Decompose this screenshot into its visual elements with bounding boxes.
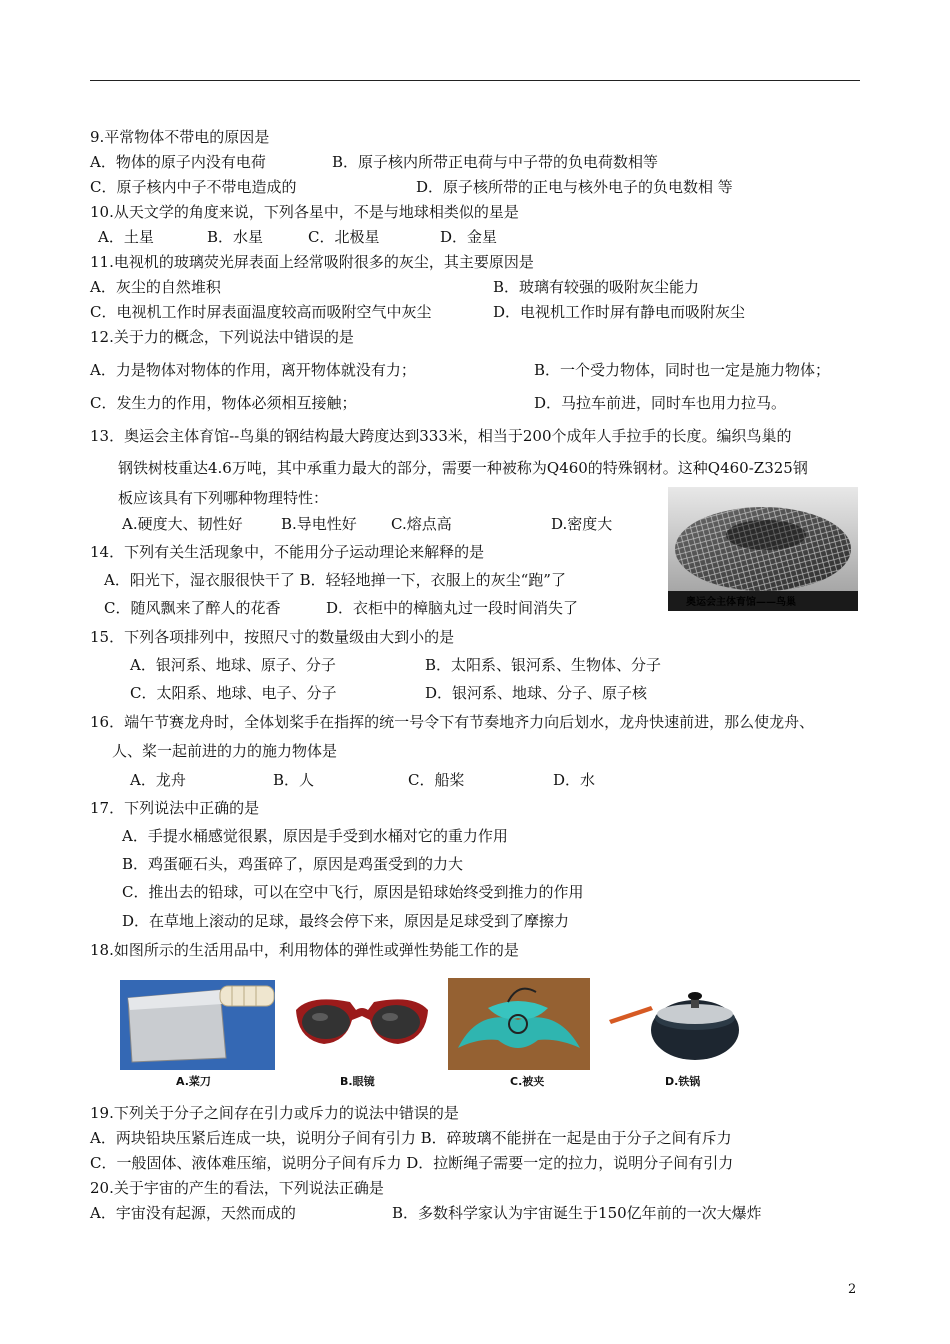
q12-option-c: C．发生力的作用，物体必须相互接触； <box>90 394 357 412</box>
page-number: 2 <box>848 1282 857 1297</box>
wok-caption: D.铁锅 <box>665 1075 701 1088</box>
header-rule <box>90 80 860 81</box>
q15-option-a: A．银河系、地球、原子、分子 <box>130 656 336 674</box>
q11-option-a: A．灰尘的自然堆积 <box>90 278 221 296</box>
q14-option-d: D．衣柜中的樟脑丸过一段时间消失了 <box>326 599 579 617</box>
birds-nest-image <box>668 487 858 611</box>
knife-caption: A.菜刀 <box>176 1075 211 1088</box>
q15-option-d: D．银河系、地球、分子、原子核 <box>425 684 648 702</box>
q15-option-b: B．太阳系、银河系、生物体、分子 <box>425 656 662 674</box>
q17-option-a: A．手提水桶感觉很累，原因是手受到水桶对它的重力作用 <box>122 827 508 845</box>
q12-option-d: D．马拉车前进，同时车也用力拉马。 <box>534 394 787 412</box>
q14-stem: 14．下列有关生活现象中，不能用分子运动理论来解释的是 <box>90 543 485 561</box>
glasses-caption: B.眼镜 <box>340 1075 375 1088</box>
q17-option-d: D．在草地上滚动的足球，最终会停下来，原因是足球受到了摩擦力 <box>122 912 570 930</box>
clothes-clip-image <box>448 978 590 1070</box>
q17-option-b: B．鸡蛋砸石头，鸡蛋碎了，原因是鸡蛋受到的力大 <box>122 855 464 873</box>
q9-option-b: B．原子核内所带正电荷与中子带的负电荷数相等 <box>332 153 659 171</box>
q14-option-c: C．随风飘来了醉人的花香 <box>104 599 281 617</box>
q17-option-c: C．推出去的铅球，可以在空中飞行，原因是铅球始终受到推力的作用 <box>122 883 584 901</box>
q10-option-a: A．土星 <box>98 228 154 246</box>
q16-option-c: C．船桨 <box>408 771 465 789</box>
q9-stem: 9.平常物体不带电的原因是 <box>90 128 270 146</box>
q11-stem: 11.电视机的玻璃荧光屏表面上经常吸附很多的灰尘，其主要原因是 <box>90 253 534 271</box>
q13-option-b: B.导电性好 <box>281 515 357 533</box>
q20-stem: 20.关于宇宙的产生的看法，下列说法正确是 <box>90 1179 384 1197</box>
q13-line-2: 钢铁树枝重达4.6万吨，其中承重力最大的部分，需要一种被称为Q460的特殊钢材。这种Q460-Z325钢 <box>118 459 808 477</box>
q12-option-b: B．一个受力物体，同时也一定是施力物体； <box>534 361 831 379</box>
q16-line-1: 16．端午节赛龙舟时，全体划桨手在指挥的统一号令下有节奏地齐力向后划水，龙舟快速前进，那么使龙舟、 <box>90 713 815 731</box>
q14-option-ab: A．阳光下，湿衣服很快干了 B．轻轻地掸一下，衣服上的灰尘“跑”了 <box>104 571 566 589</box>
wok-image <box>605 978 745 1070</box>
q16-line-2: 人、桨一起前进的力的施力物体是 <box>112 742 338 760</box>
q13-option-c: C.熔点高 <box>391 515 452 533</box>
q16-option-d: D．水 <box>553 771 596 789</box>
q9-option-c: C．原子核内中子不带电造成的 <box>90 178 297 196</box>
q19-option-cd: C．一般固体、液体难压缩，说明分子间有斥力 D．拉断绳子需要一定的拉力，说明分子间有引力 <box>90 1154 734 1172</box>
q10-stem: 10.从天文学的角度来说，下列各星中，不是与地球相类似的星是 <box>90 203 519 221</box>
birds-nest-caption: 奥运会主体育馆——鸟巢 <box>686 597 796 608</box>
clip-caption: C.被夹 <box>510 1075 545 1088</box>
q15-option-c: C．太阳系、地球、电子、分子 <box>130 684 337 702</box>
q20-option-a: A．宇宙没有起源，天然而成的 <box>90 1204 296 1222</box>
q11-option-b: B．玻璃有较强的吸附灰尘能力 <box>493 278 700 296</box>
q15-stem: 15．下列各项排列中，按照尺寸的数量级由大到小的是 <box>90 628 455 646</box>
q13-line-1: 13．奥运会主体育馆--鸟巢的钢结构最大跨度达到333米，相当于200个成年人手拉手的长度。编织鸟巢的 <box>90 427 792 445</box>
q12-stem: 12.关于力的概念，下列说法中错误的是 <box>90 328 354 346</box>
q10-option-c: C．北极星 <box>308 228 380 246</box>
q18-stem: 18.如图所示的生活用品中，利用物体的弹性或弹性势能工作的是 <box>90 941 519 959</box>
q20-option-b: B．多数科学家认为宇宙诞生于150亿年前的一次大爆炸 <box>392 1204 762 1222</box>
q17-stem: 17．下列说法中正确的是 <box>90 799 260 817</box>
q19-option-ab: A．两块铅块压紧后连成一块，说明分子间有引力 B．碎玻璃不能拼在一起是由于分子之间有斥力 <box>90 1129 732 1147</box>
q10-option-b: B．水星 <box>207 228 264 246</box>
q9-option-d: D．原子核所带的正电与核外电子的负电数相 等 <box>416 178 733 196</box>
q11-option-d: D．电视机工作时屏有静电而吸附灰尘 <box>493 303 746 321</box>
sunglasses-image <box>290 980 432 1070</box>
q13-line-3: 板应该具有下列哪种物理特性： <box>118 489 329 507</box>
q10-option-d: D．金星 <box>440 228 498 246</box>
q13-option-d: D.密度大 <box>551 515 613 533</box>
q16-option-a: A．龙舟 <box>130 771 186 789</box>
q11-option-c: C．电视机工作时屏表面温度较高而吸附空气中灰尘 <box>90 303 432 321</box>
q12-option-a: A．力是物体对物体的作用，离开物体就没有力； <box>90 361 416 379</box>
q9-option-a: A．物体的原子内没有电荷 <box>90 153 266 171</box>
q16-option-b: B．人 <box>273 771 315 789</box>
q13-option-a: A.硬度大、韧性好 <box>122 515 243 533</box>
kitchen-knife-image <box>120 980 275 1070</box>
q19-stem: 19.下列关于分子之间存在引力或斥力的说法中错误的是 <box>90 1104 459 1122</box>
